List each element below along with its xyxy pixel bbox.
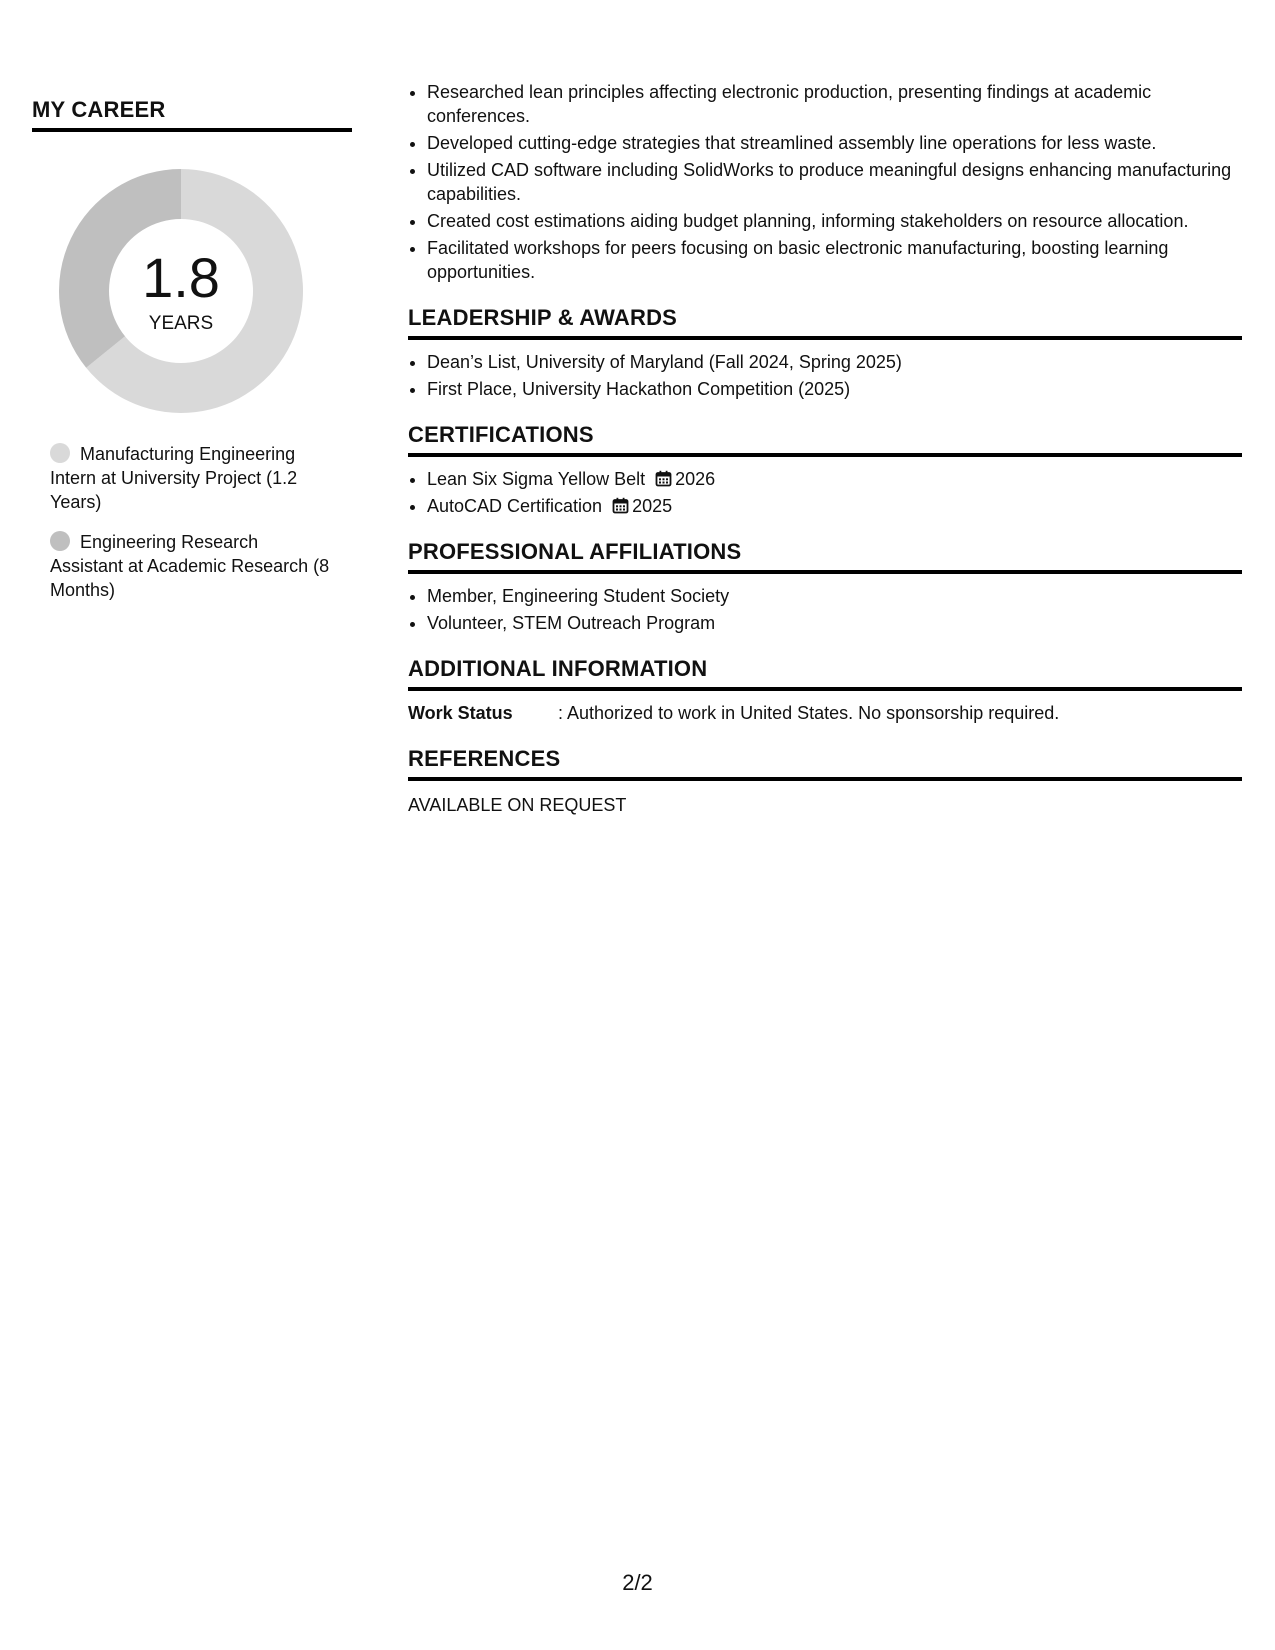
work-status-label: Work Status <box>408 703 513 723</box>
references-text: AVAILABLE ON REQUEST <box>408 795 627 815</box>
main-content <box>408 80 1242 817</box>
experience-bullets <box>408 80 1242 284</box>
leadership-list <box>408 350 1242 401</box>
career-legend-item <box>50 442 330 514</box>
certification-item <box>427 467 1242 491</box>
career-legend-item <box>50 530 330 602</box>
experience-bullet: • Facilitated workshops for peers focusing on basic electronic manufacturing, boosting learning opportunities. <box>427 236 1242 284</box>
leadership-heading: LEADERSHIP & AWARDS <box>408 304 1242 340</box>
affiliation-item: • Member, Engineering Student Society <box>427 584 1242 608</box>
career-donut-center <box>56 166 306 416</box>
career-donut-chart <box>56 166 306 416</box>
experience-bullet: • Researched lean principles affecting electronic production, presenting findings at academic conferences. <box>427 80 1242 128</box>
certification-name: AutoCAD Certification <box>427 496 603 516</box>
leadership-item: • Dean’s List, University of Maryland (Fall 2024, Spring 2025) <box>427 350 1242 374</box>
work-status-value: : Authorized to work in United States. No sponsorship required. <box>558 703 1060 723</box>
certification-date <box>655 469 715 489</box>
calendar-icon <box>612 497 629 514</box>
work-status-row <box>408 701 1242 725</box>
affiliations-heading: PROFESSIONAL AFFILIATIONS <box>408 538 1242 574</box>
legend-dot-research <box>50 531 70 551</box>
career-sidebar <box>32 96 352 618</box>
references-heading: REFERENCES <box>408 745 1242 781</box>
certification-year: 2025 <box>632 496 673 516</box>
affiliations-list <box>408 584 1242 635</box>
legend-label-research: Engineering Research Assistant at Academic Research (8 Months) <box>50 532 330 600</box>
career-legend <box>32 442 352 602</box>
certifications-heading: CERTIFICATIONS <box>408 421 1242 457</box>
page-number: 2/2 <box>622 1570 653 1595</box>
certification-year: 2026 <box>675 469 716 489</box>
experience-bullet: • Utilized CAD software including SolidWorks to produce meaningful designs enhancing manufacturing capabilities. <box>427 158 1242 206</box>
legend-label-intern: Manufacturing Engineering Intern at University Project (1.2 Years) <box>50 444 298 512</box>
certifications-list <box>408 467 1242 518</box>
career-heading: MY CAREER <box>32 96 352 132</box>
calendar-icon <box>655 470 672 487</box>
additional-info-heading: ADDITIONAL INFORMATION <box>408 655 1242 691</box>
certification-date <box>612 496 672 516</box>
affiliation-item: • Volunteer, STEM Outreach Program <box>427 611 1242 635</box>
career-total-value: 1.8 <box>142 246 220 309</box>
certification-name: Lean Six Sigma Yellow Belt <box>427 469 646 489</box>
experience-bullet: • Created cost estimations aiding budget planning, informing stakeholders on resource allocation. <box>427 209 1242 233</box>
certification-item <box>427 494 1242 518</box>
career-total-unit: YEARS <box>148 313 214 334</box>
leadership-item: • First Place, University Hackathon Competition (2025) <box>427 377 1242 401</box>
experience-bullet: • Developed cutting-edge strategies that streamlined assembly line operations for less waste. <box>427 131 1242 155</box>
legend-dot-intern <box>50 443 70 463</box>
